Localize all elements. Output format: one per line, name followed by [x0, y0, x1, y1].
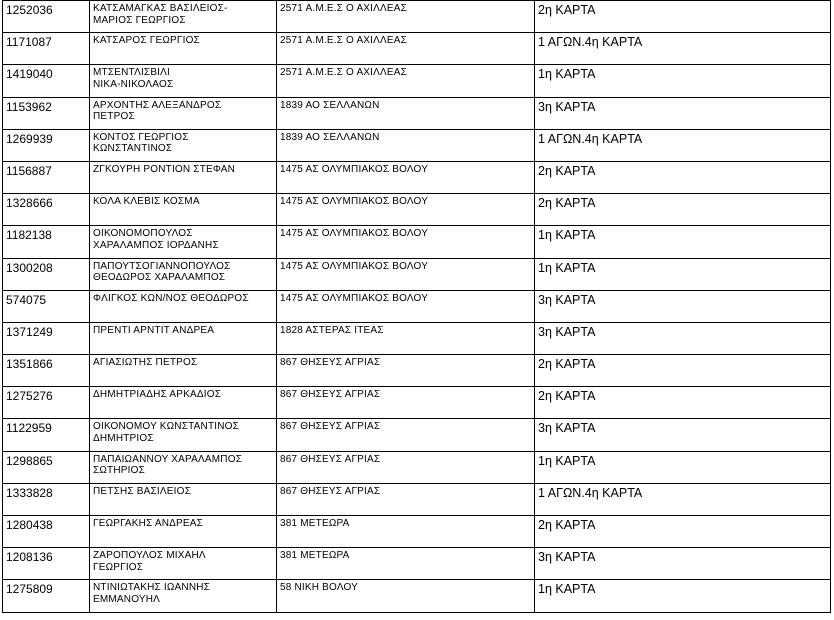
team-cell: 1475 ΑΣ ΟΛΥΜΠΙΑΚΟΣ ΒΟΛΟΥ [277, 226, 535, 258]
penalty-cell: 3η ΚΑΡΤΑ [535, 419, 831, 451]
player-name-cell [90, 451, 277, 483]
penalty-cell: 2η ΚΑΡΤΑ [535, 1, 831, 33]
player-name-line: ΠΡΕΝΤΙ ΑΡΝΤΙΤ ΑΝΔΡΕΑ [93, 324, 215, 336]
player-name-line: ΓΕΩΡΓΑΚΗΣ ΑΝΔΡΕΑΣ [93, 518, 204, 529]
table-row [3, 1, 831, 33]
table-row [3, 355, 831, 387]
player-name-line: ΟΙΚΟΝΟΜΟΥ ΚΩΝΣΤΑΝΤΙΝΟΣ [93, 421, 240, 433]
player-id-cell: 1328666 [3, 194, 90, 226]
player-name-line: ΜΑΡΙΟΣ ΓΕΩΡΓΙΟΣ [93, 14, 186, 26]
player-name-line: ΚΟΛΑ ΚΛΕΒΙΣ ΚΟΣΜΑ [93, 196, 200, 208]
player-id-cell: 1275809 [3, 580, 90, 612]
table-row [3, 387, 831, 419]
player-name-cell [90, 548, 277, 580]
team-cell: 867 ΘΗΣΕΥΣ ΑΓΡΙΑΣ [277, 451, 535, 483]
player-name-line: ΕΜΜΑΝΟΥΗΛ [93, 593, 161, 605]
player-name-cell [90, 290, 277, 322]
team-cell: 1839 ΑΟ ΣΕΛΛΑΝΩΝ [277, 129, 535, 161]
player-id-cell: 1182138 [3, 226, 90, 258]
player-name-line: ΖΓΚΟΥΡΗ ΡΟΝΤΙΟΝ ΣΤΕΦΑΝ [93, 163, 236, 175]
player-name-line: ΔΗΜΗΤΡΙΟΣ [93, 432, 154, 444]
team-cell: 1475 ΑΣ ΟΛΥΜΠΙΑΚΟΣ ΒΟΛΟΥ [277, 194, 535, 226]
player-name-cell [90, 419, 277, 451]
penalty-cell: 2η ΚΑΡΤΑ [535, 161, 831, 193]
player-id-cell: 1269939 [3, 129, 90, 161]
team-cell: 2571 Α.Μ.Ε.Σ Ο ΑΧΙΛΛΕΑΣ [277, 65, 535, 97]
penalty-cell: 1 ΑΓΩΝ.4η ΚΑΡΤΑ [535, 129, 831, 161]
penalty-cell: 2η ΚΑΡΤΑ [535, 516, 831, 548]
player-name-cell [90, 483, 277, 515]
table-row [3, 65, 831, 97]
team-cell: 1475 ΑΣ ΟΛΥΜΠΙΑΚΟΣ ΒΟΛΟΥ [277, 290, 535, 322]
player-id-cell: 1153962 [3, 97, 90, 129]
player-id-cell: 1208136 [3, 548, 90, 580]
team-cell: 867 ΘΗΣΕΥΣ ΑΓΡΙΑΣ [277, 355, 535, 387]
penalty-cell: 2η ΚΑΡΤΑ [535, 355, 831, 387]
player-name-line: ΑΡΧΟΝΤΗΣ ΑΛΕΞΑΝΔΡΟΣ [93, 99, 222, 111]
player-name-line: ΚΩΝΣΤΑΝΤΙΝΟΣ [93, 143, 173, 155]
team-cell: 2571 Α.Μ.Ε.Σ Ο ΑΧΙΛΛΕΑΣ [277, 1, 535, 33]
penalty-cell: 3η ΚΑΡΤΑ [535, 322, 831, 354]
penalty-cell: 3η ΚΑΡΤΑ [535, 97, 831, 129]
player-name-line: ΓΕΩΡΓΙΟΣ [93, 561, 144, 573]
player-name-cell [90, 580, 277, 612]
player-name-cell [90, 194, 277, 226]
team-cell: 2571 Α.Μ.Ε.Σ Ο ΑΧΙΛΛΕΑΣ [277, 33, 535, 65]
player-name-line: ΠΕΤΣΗΣ ΒΑΣΙΛΕΙΟΣ [93, 485, 191, 497]
player-id-cell: 1156887 [3, 161, 90, 193]
player-name-cell [90, 226, 277, 258]
team-cell: 867 ΘΗΣΕΥΣ ΑΓΡΙΑΣ [277, 483, 535, 515]
player-id-cell: 1333828 [3, 483, 90, 515]
player-name-line: ΧΑΡΑΛΑΜΠΟΣ ΙΟΡΔΑΝΗΣ [93, 239, 219, 251]
table-row [3, 258, 831, 290]
team-cell: 58 ΝΙΚΗ ΒΟΛΟΥ [277, 580, 535, 612]
penalty-cell: 2η ΚΑΡΤΑ [535, 194, 831, 226]
table-row [3, 161, 831, 193]
penalty-cell: 3η ΚΑΡΤΑ [535, 290, 831, 322]
player-name-line: ΘΕΟΔΩΡΟΣ ΧΑΡΑΛΑΜΠΟΣ [93, 272, 226, 283]
player-id-cell: 1280438 [3, 516, 90, 548]
table-row [3, 226, 831, 258]
player-id-cell: 1275276 [3, 387, 90, 419]
player-name-line: ΠΕΤΡΟΣ [93, 111, 135, 123]
team-cell: 381 ΜΕΤΕΩΡΑ [277, 516, 535, 548]
player-id-cell: 1252036 [3, 1, 90, 33]
player-name-line: ΑΓΙΑΣΙΩΤΗΣ ΠΕΤΡΟΣ [93, 357, 198, 369]
player-name-line: ΔΗΜΗΤΡΙΑΔΗΣ ΑΡΚΑΔΙΟΣ [93, 389, 222, 401]
player-id-cell: 1419040 [3, 65, 90, 97]
player-name-cell [90, 516, 277, 548]
table-row [3, 129, 831, 161]
player-id-cell: 1371249 [3, 322, 90, 354]
player-name-line: ΟΙΚΟΝΟΜΟΠΟΥΛΟΣ [93, 228, 193, 240]
player-name-cell [90, 65, 277, 97]
team-cell: 381 ΜΕΤΕΩΡΑ [277, 548, 535, 580]
table-row [3, 483, 831, 515]
player-name-line: ΠΑΠΟΥΤΣΟΓΙΑΝΝΟΠΟΥΛΟΣ [93, 260, 231, 272]
player-name-cell [90, 387, 277, 419]
penalty-cell: 1η ΚΑΡΤΑ [535, 258, 831, 290]
table-row [3, 451, 831, 483]
table-row [3, 516, 831, 548]
player-name-cell [90, 33, 277, 65]
penalty-cell: 1η ΚΑΡΤΑ [535, 451, 831, 483]
table-row [3, 580, 831, 612]
penalty-cell: 1η ΚΑΡΤΑ [535, 226, 831, 258]
player-id-cell: 1298865 [3, 451, 90, 483]
table-row [3, 548, 831, 580]
player-name-line: ΖΑΡΟΠΟΥΛΟΣ ΜΙΧΑΗΛ [93, 550, 206, 562]
table-row [3, 194, 831, 226]
penalty-cell: 1 ΑΓΩΝ.4η ΚΑΡΤΑ [535, 33, 831, 65]
team-cell: 1839 ΑΟ ΣΕΛΛΑΝΩΝ [277, 97, 535, 129]
table-row [3, 322, 831, 354]
team-cell: 867 ΘΗΣΕΥΣ ΑΓΡΙΑΣ [277, 419, 535, 451]
penalty-cell: 2η ΚΑΡΤΑ [535, 387, 831, 419]
table-row [3, 419, 831, 451]
player-name-line: ΦΛΙΓΚΟΣ ΚΩΝ/ΝΟΣ ΘΕΟΔΩΡΟΣ [93, 292, 249, 304]
player-id-cell: 574075 [3, 290, 90, 322]
player-name-cell [90, 355, 277, 387]
penalty-cell: 1 ΑΓΩΝ.4η ΚΑΡΤΑ [535, 483, 831, 515]
player-name-line: ΣΩΤΗΡΙΟΣ [93, 465, 145, 477]
player-name-cell [90, 161, 277, 193]
player-name-cell [90, 129, 277, 161]
player-id-cell: 1300208 [3, 258, 90, 290]
team-cell: 1475 ΑΣ ΟΛΥΜΠΙΑΚΟΣ ΒΟΛΟΥ [277, 258, 535, 290]
player-name-cell [90, 1, 277, 33]
table-row [3, 33, 831, 65]
player-id-cell: 1122959 [3, 419, 90, 451]
player-name-line: ΚΟΝΤΟΣ ΓΕΩΡΓΙΟΣ [93, 131, 189, 143]
penalty-cell: 1η ΚΑΡΤΑ [535, 580, 831, 612]
player-id-cell: 1171087 [3, 33, 90, 65]
player-name-line: ΜΤΣΕΝΤΛΙΣΒΙΛΙ [93, 67, 171, 79]
player-id-cell: 1351866 [3, 355, 90, 387]
team-cell: 1475 ΑΣ ΟΛΥΜΠΙΑΚΟΣ ΒΟΛΟΥ [277, 161, 535, 193]
player-name-line: ΠΑΠΑΙΩΑΝΝΟΥ ΧΑΡΑΛΑΜΠΟΣ [93, 453, 243, 465]
player-name-cell [90, 322, 277, 354]
penalty-cell: 1η ΚΑΡΤΑ [535, 65, 831, 97]
player-name-line: ΚΑΤΣΑΜΑΓΚΑΣ ΒΑΣΙΛΕΙΟΣ- [93, 3, 228, 14]
table-row [3, 290, 831, 322]
player-name-cell [90, 258, 277, 290]
table-row [3, 97, 831, 129]
player-name-cell [90, 97, 277, 129]
team-cell: 867 ΘΗΣΕΥΣ ΑΓΡΙΑΣ [277, 387, 535, 419]
player-name-line: ΝΙΚΑ-ΝΙΚΟΛΑΟΣ [93, 78, 174, 90]
penalty-cell: 3η ΚΑΡΤΑ [535, 548, 831, 580]
team-cell: 1828 ΑΣΤΕΡΑΣ ΙΤΕΑΣ [277, 322, 535, 354]
player-name-line: ΝΤΙΝΙΩΤΑΚΗΣ ΙΩΑΝΝΗΣ [93, 582, 211, 594]
player-name-line: ΚΑΤΣΑΡΟΣ ΓΕΩΡΓΙΟΣ [93, 35, 200, 47]
penalties-table [2, 0, 831, 613]
penalties-table-body [3, 1, 831, 613]
